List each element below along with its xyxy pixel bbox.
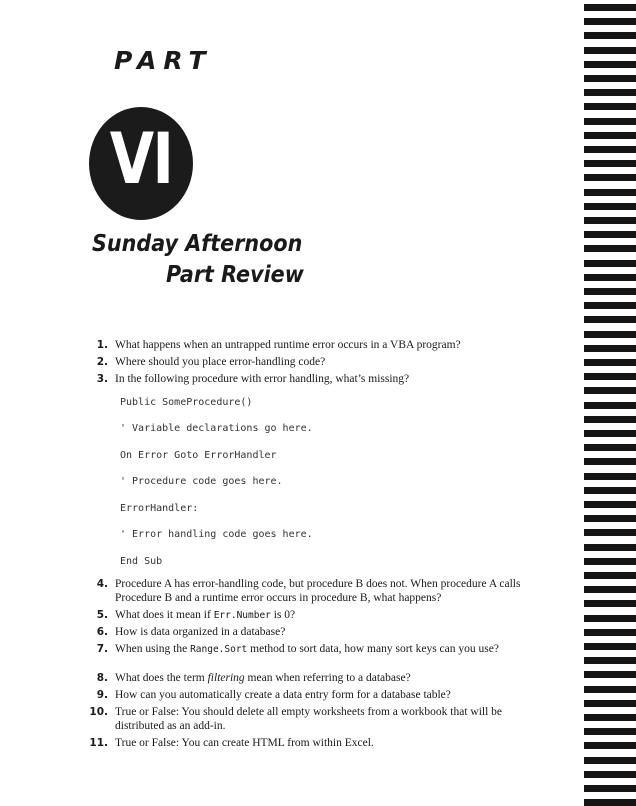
inline-code: Err.Number [213, 610, 271, 621]
question-number: 7. [96, 643, 108, 655]
code-line: ' Error handling code goes here. [120, 529, 313, 540]
edge-stripe [584, 373, 636, 380]
edge-stripe [584, 515, 636, 522]
edge-stripe [584, 316, 636, 323]
question-number: 2. [96, 356, 108, 368]
question-text: How can you automatically create a data entry form for a database table? [115, 689, 451, 701]
edge-stripe [584, 18, 636, 25]
edge-stripe [584, 75, 636, 82]
part-numeral: VI [109, 118, 173, 200]
edge-stripe [584, 160, 636, 167]
code-line: ' Variable declarations go here. [120, 423, 313, 434]
edge-stripe [584, 260, 636, 267]
edge-stripe [584, 700, 636, 707]
edge-stripes [584, 0, 636, 800]
edge-stripe [584, 643, 636, 650]
edge-stripe [584, 757, 636, 764]
code-line: ErrorHandler: [120, 503, 199, 514]
edge-stripe [584, 600, 636, 607]
question-number: 9. [96, 689, 108, 701]
inline-code: Range.Sort [190, 644, 248, 655]
part-number-circle [89, 107, 193, 220]
edge-stripe [584, 671, 636, 678]
question-text: Procedure A has error-handling code, but procedure B does not. When procedure A calls Procedure B and a runtime error occurs in procedure B, what happens? [115, 578, 521, 604]
question-text: True or False: You should delete all empty worksheets from a workbook that will be distributed as an add-in. [115, 706, 503, 732]
code-line: Public SomeProcedure() [120, 397, 253, 408]
edge-stripe [584, 657, 636, 664]
title-line-1: Sunday Afternoon [92, 231, 303, 257]
edge-stripe [584, 458, 636, 465]
question-text-part: is 0? [270, 609, 296, 621]
edge-stripe [584, 686, 636, 693]
edge-stripe [584, 473, 636, 480]
question-number: 5. [96, 609, 108, 621]
question-text: What happens when an untrapped runtime error occurs in a VBA program? [115, 339, 461, 351]
emphasis-term: filtering [207, 672, 245, 684]
question-text-part: When using the [115, 643, 191, 655]
edge-stripe [584, 302, 636, 309]
question-text [115, 608, 545, 623]
question-number: 10. [89, 706, 108, 718]
question-number: 4. [96, 578, 108, 590]
edge-stripe [584, 558, 636, 565]
edge-stripe [584, 487, 636, 494]
edge-stripe [584, 742, 636, 749]
edge-stripe [584, 359, 636, 366]
edge-stripe [584, 231, 636, 238]
edge-stripe [584, 103, 636, 110]
edge-stripe [584, 387, 636, 394]
edge-stripe [584, 146, 636, 153]
edge-stripe [584, 544, 636, 551]
question-number: 1. [96, 339, 108, 351]
edge-stripe [584, 47, 636, 54]
question-text-part: mean when referring to a database? [244, 672, 411, 684]
edge-stripe [584, 402, 636, 409]
edge-stripe [584, 444, 636, 451]
question-number: 3. [96, 373, 108, 385]
edge-stripe [584, 274, 636, 281]
edge-stripe [584, 331, 636, 338]
edge-stripe [584, 501, 636, 508]
edge-stripe [584, 217, 636, 224]
question-number: 11. [89, 737, 108, 749]
question-text [115, 671, 545, 685]
question-text-part: What does it mean if [115, 609, 214, 621]
edge-stripe [584, 629, 636, 636]
question-text-part: method to sort data, how many sort keys can you use? [247, 643, 499, 655]
edge-stripe [584, 32, 636, 39]
question-text: Where should you place error-handling code? [115, 356, 326, 368]
edge-stripe [584, 785, 636, 792]
edge-stripe [584, 203, 636, 210]
edge-stripe [584, 430, 636, 437]
edge-stripe [584, 416, 636, 423]
edge-stripe [584, 615, 636, 622]
edge-stripe [584, 189, 636, 196]
code-line: On Error Goto ErrorHandler [120, 450, 277, 461]
question-text: How is data organized in a database? [115, 626, 286, 638]
code-line: ' Procedure code goes here. [120, 476, 283, 487]
question-text-part: What does the term [115, 672, 208, 684]
code-line: End Sub [120, 556, 163, 567]
edge-stripe [584, 572, 636, 579]
edge-stripe [584, 132, 636, 139]
edge-stripe [584, 118, 636, 125]
edge-stripe [584, 586, 636, 593]
question-number: 8. [96, 672, 108, 684]
edge-stripe [584, 345, 636, 352]
edge-stripe [584, 4, 636, 11]
question-text: True or False: You can create HTML from within Excel. [115, 737, 374, 749]
edge-stripe [584, 89, 636, 96]
question-text [115, 642, 545, 657]
edge-stripe [584, 714, 636, 721]
edge-stripe [584, 799, 636, 806]
edge-stripe [584, 174, 636, 181]
edge-stripe [584, 771, 636, 778]
part-label: PART [114, 46, 213, 75]
question-number: 6. [96, 626, 108, 638]
edge-stripe [584, 728, 636, 735]
question-text: In the following procedure with error handling, what’s missing? [115, 373, 410, 385]
edge-stripe [584, 61, 636, 68]
edge-stripe [584, 245, 636, 252]
title-line-2: Part Review [166, 262, 304, 288]
edge-stripe [584, 529, 636, 536]
edge-stripe [584, 288, 636, 295]
